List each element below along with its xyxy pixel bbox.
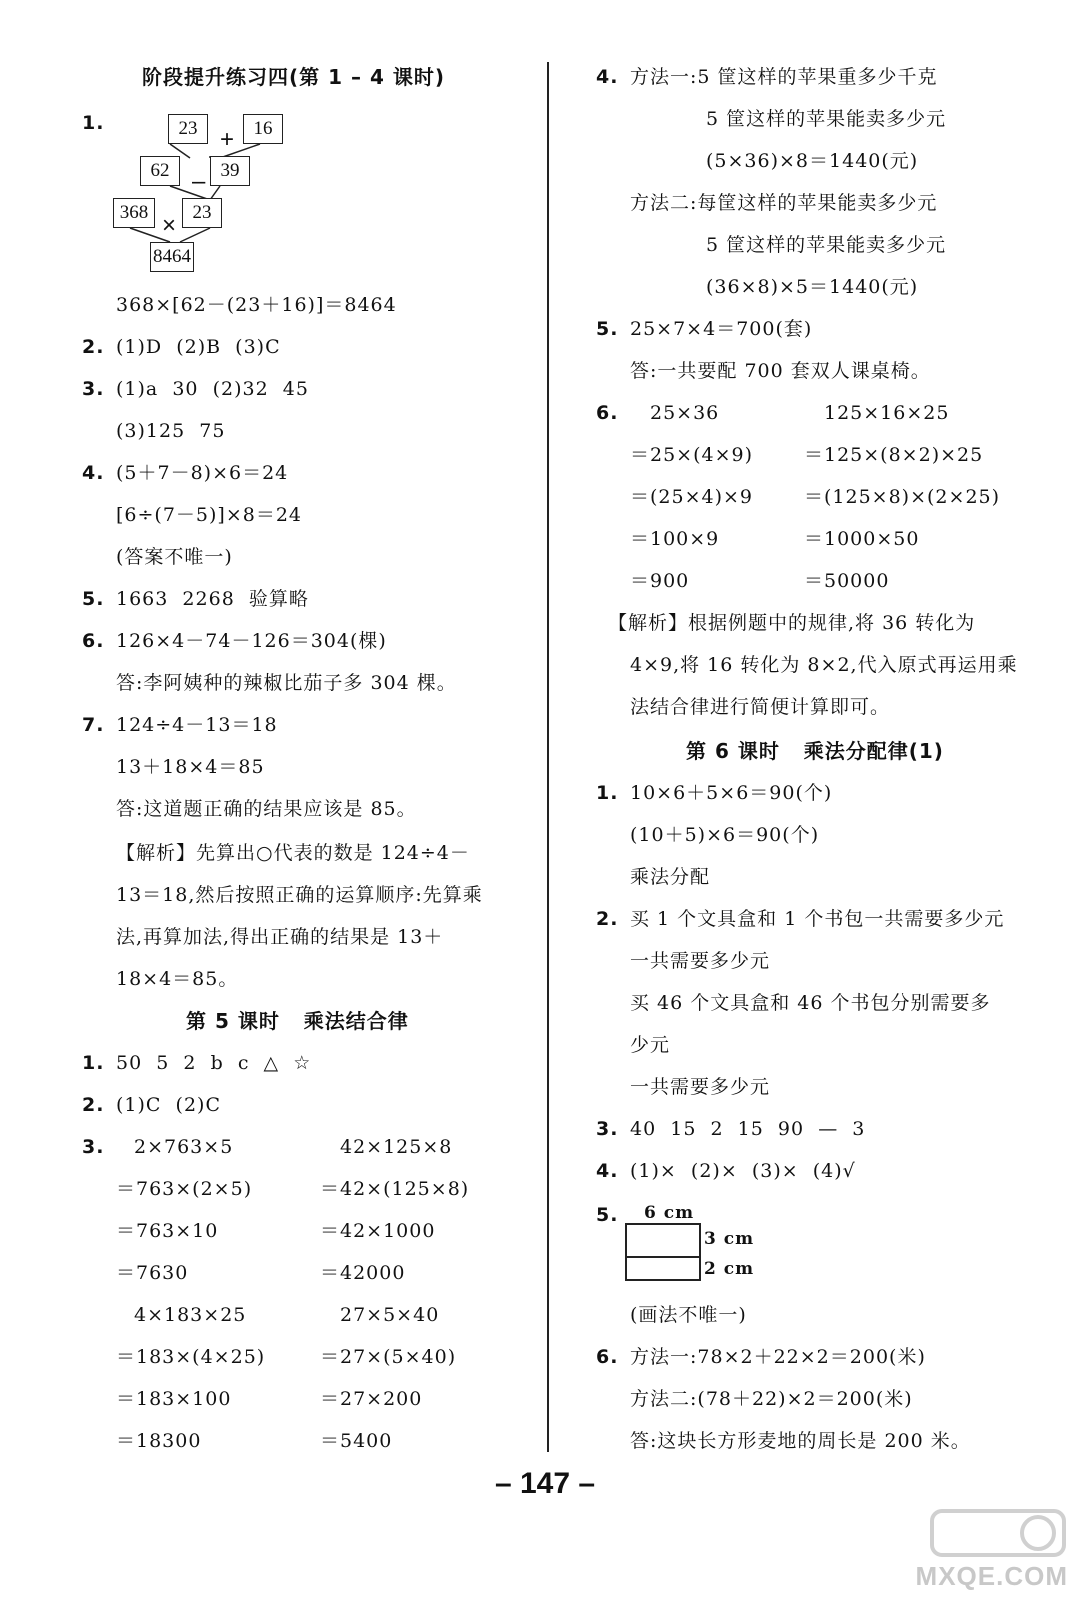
expression: 368×[62－(23＋16)]＝8464 [116, 294, 397, 316]
answer: (10＋5)×6＝90(个) [630, 824, 820, 846]
analysis: 【解析】根据例题中的规律,将 36 转化为 [608, 612, 976, 634]
calc-step: 25×36 [650, 402, 720, 424]
answer: 答:李阿姨种的辣椒比茄子多 304 棵。 [116, 672, 457, 694]
question-number: 3. [596, 1118, 619, 1140]
answer: (5＋7－8)×6＝24 [116, 462, 289, 484]
answer: 124÷4－13＝18 [116, 714, 278, 736]
calc-step: 2×763×5 [134, 1136, 234, 1158]
answer: (1)C (2)C [116, 1094, 221, 1116]
calc-step: ＝100×9 [630, 528, 720, 550]
answer: (5×36)×8＝1440(元) [706, 150, 919, 172]
analysis: 法,再算加法,得出正确的结果是 13＋ [116, 926, 444, 948]
rectangle-figure [624, 1222, 704, 1282]
calc-step: ＝763×10 [116, 1220, 219, 1242]
column-divider [547, 62, 549, 1452]
answer: (1)a 30 (2)32 45 [116, 378, 309, 400]
answer: 买 46 个文具盒和 46 个书包分别需要多 [630, 992, 991, 1014]
tree-box: 62 [140, 156, 180, 186]
answer: 一共需要多少元 [630, 1076, 771, 1098]
calc-step: ＝27×(5×40) [320, 1346, 457, 1368]
question-number: 3. [82, 1136, 105, 1158]
answer: 买 1 个文具盒和 1 个书包一共需要多少元 [630, 908, 1005, 930]
calc-step: ＝183×100 [116, 1388, 232, 1410]
answer: 方法一:78×2＋22×2＝200(米) [630, 1346, 926, 1368]
plus-sign: + [220, 126, 235, 153]
answer: 50 5 2 b c △ ☆ [116, 1052, 312, 1074]
height-label: 3 cm [704, 1229, 755, 1249]
calc-step: ＝763×(2×5) [116, 1178, 253, 1200]
calc-step: ＝7630 [116, 1262, 189, 1284]
answer: (3)125 75 [116, 420, 226, 442]
question-number: 5. [596, 318, 619, 340]
calc-step: ＝(125×8)×(2×25) [804, 486, 1001, 508]
answer: 5 筐这样的苹果能卖多少元 [706, 234, 947, 256]
answer: (1)D (2)B (3)C [116, 336, 281, 358]
calc-step: ＝42×(125×8) [320, 1178, 470, 1200]
answer: 13＋18×4＝85 [116, 756, 265, 778]
answer: 126×4－74－126＝304(棵) [116, 630, 387, 652]
answer: 答:一共要配 700 套双人课桌椅。 [630, 360, 931, 382]
answer: 答:这块长方形麦地的周长是 200 米。 [630, 1430, 971, 1452]
calc-step: ＝(25×4)×9 [630, 486, 754, 508]
answer: 10×6＋5×6＝90(个) [630, 782, 833, 804]
tree-box: 39 [210, 156, 250, 186]
answer: 方法一:5 筐这样的苹果重多少千克 [630, 66, 938, 88]
answer: 1663 2268 验算略 [116, 588, 309, 610]
lesson-title: 第 5 课时 乘法结合律 [186, 1009, 409, 1033]
question-number: 1. [82, 112, 105, 134]
calc-step: ＝5400 [320, 1430, 393, 1452]
answer: (36×8)×5＝1440(元) [706, 276, 919, 298]
question-number: 5. [82, 588, 105, 610]
analysis: 法结合律进行简便计算即可。 [630, 696, 891, 718]
analysis: 【解析】先算出○代表的数是 124÷4－ [116, 842, 470, 864]
times-sign: × [162, 212, 177, 239]
calc-step: ＝25×(4×9) [630, 444, 754, 466]
lesson-title: 第 6 课时 乘法分配律(1) [686, 739, 944, 763]
tree-box: 16 [243, 114, 283, 144]
tree-box: 368 [113, 198, 155, 228]
answer: (1)× (2)× (3)× (4)√ [630, 1160, 856, 1182]
calc-step: ＝1000×50 [804, 528, 920, 550]
question-number: 3. [82, 378, 105, 400]
note: (画法不唯一) [630, 1304, 747, 1326]
calc-step: 125×16×25 [824, 402, 950, 424]
question-number: 2. [82, 336, 105, 358]
answer: 5 筐这样的苹果能卖多少元 [706, 108, 947, 130]
answer: 40 15 2 15 90 — 3 [630, 1118, 866, 1140]
calc-step: 4×183×25 [134, 1304, 247, 1326]
analysis: 13＝18,然后按照正确的运算顺序:先算乘 [116, 884, 483, 906]
answer: 乘法分配 [630, 866, 711, 888]
answer: 25×7×4＝700(套) [630, 318, 813, 340]
width-label: 6 cm [644, 1203, 695, 1223]
question-number: 6. [596, 1346, 619, 1368]
answer: 答:这道题正确的结果应该是 85。 [116, 798, 417, 820]
tree-box: 23 [182, 198, 222, 228]
page-number: – 147 – [494, 1467, 596, 1500]
section-title: 阶段提升练习四(第 1 – 4 课时) [142, 65, 445, 89]
answer: 方法二:每筐这样的苹果能卖多少元 [630, 192, 938, 214]
tree-box: 8464 [150, 242, 194, 272]
answer: 一共需要多少元 [630, 950, 771, 972]
answer: 方法二:(78＋22)×2＝200(米) [630, 1388, 913, 1410]
question-number: 6. [596, 402, 619, 424]
minus-sign: – [192, 168, 206, 195]
question-number: 6. [82, 630, 105, 652]
analysis: 4×9,将 16 转化为 8×2,代入原式再运用乘 [630, 654, 1018, 676]
question-number: 2. [82, 1094, 105, 1116]
tree-box: 23 [168, 114, 208, 144]
question-number: 2. [596, 908, 619, 930]
watermark-logo [915, 1507, 1068, 1592]
calc-step: ＝18300 [116, 1430, 202, 1452]
answer: [6÷(7－5)]×8＝24 [116, 504, 303, 526]
calc-step: ＝27×200 [320, 1388, 423, 1410]
answer: 少元 [630, 1034, 671, 1056]
question-number: 7. [82, 714, 105, 736]
calc-step: ＝183×(4×25) [116, 1346, 266, 1368]
analysis: 18×4＝85。 [116, 968, 239, 990]
watermark-text: MXQE.COM [915, 1561, 1068, 1591]
calc-step: 27×5×40 [340, 1304, 440, 1326]
question-number: 4. [596, 66, 619, 88]
question-number: 4. [596, 1160, 619, 1182]
calc-step: ＝50000 [804, 570, 890, 592]
note: (答案不唯一) [116, 546, 233, 568]
calc-step: ＝42000 [320, 1262, 406, 1284]
question-number: 1. [596, 782, 619, 804]
question-number: 5. [596, 1204, 619, 1226]
height-label: 2 cm [704, 1259, 755, 1279]
calc-step: ＝900 [630, 570, 690, 592]
question-number: 4. [82, 462, 105, 484]
calc-step: 42×125×8 [340, 1136, 453, 1158]
question-number: 1. [82, 1052, 105, 1074]
calc-step: ＝125×(8×2)×25 [804, 444, 984, 466]
calc-step: ＝42×1000 [320, 1220, 436, 1242]
